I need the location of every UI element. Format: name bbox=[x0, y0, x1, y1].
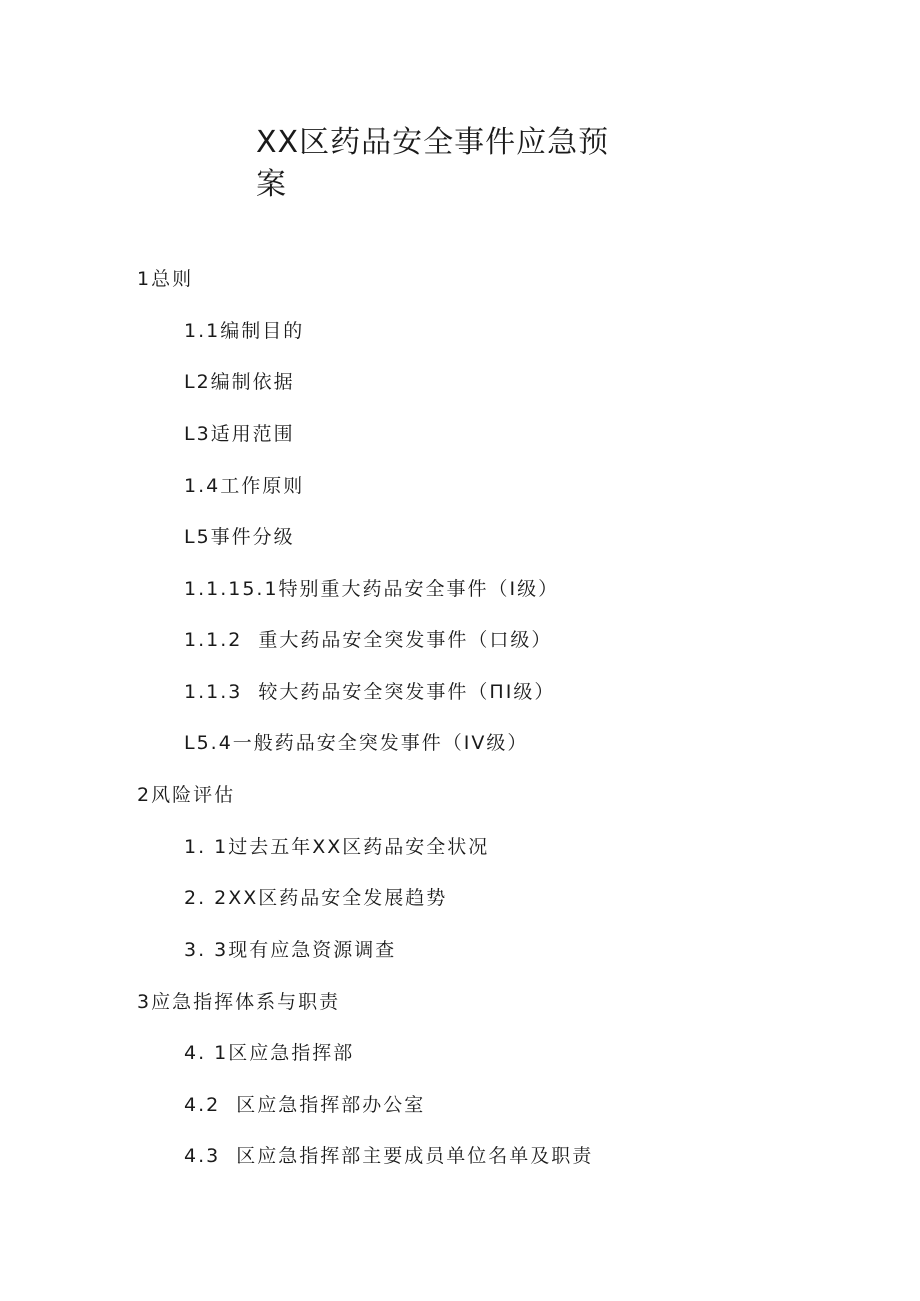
toc-item: L2编制依据 bbox=[184, 371, 295, 393]
toc-item: 4.2 区应急指挥部办公室 bbox=[184, 1094, 426, 1116]
toc-item: 3. 3现有应急资源调查 bbox=[184, 939, 397, 961]
toc-item: L5事件分级 bbox=[184, 526, 295, 548]
toc-item: 4. 1区应急指挥部 bbox=[184, 1042, 355, 1064]
document-title: XX区药品安全事件应急预案 bbox=[256, 125, 610, 202]
toc-item: 1.1编制目的 bbox=[184, 320, 305, 342]
toc-heading: 2风险评估 bbox=[137, 784, 236, 806]
toc-item: L5.4一般药品安全突发事件（IV级） bbox=[184, 732, 529, 754]
toc-item: 1. 1过去五年XX区药品安全状况 bbox=[184, 836, 490, 858]
toc-item: 4.3 区应急指挥部主要成员单位名单及职责 bbox=[184, 1145, 594, 1167]
toc-heading: 3应急指挥体系与职责 bbox=[137, 991, 341, 1013]
toc-item: 1.4工作原则 bbox=[184, 475, 305, 497]
toc-item: 1.1.2 重大药品安全突发事件（口级） bbox=[184, 629, 553, 651]
toc-item: 2. 2XX区药品安全发展趋势 bbox=[184, 887, 448, 909]
toc-heading: 1总则 bbox=[137, 268, 194, 290]
toc-item: 1.1.15.1特别重大药品安全事件（I级） bbox=[184, 578, 560, 600]
toc-item: L3适用范围 bbox=[184, 423, 295, 445]
toc-item: 1.1.3 较大药品安全突发事件（ΠI级） bbox=[184, 681, 556, 703]
